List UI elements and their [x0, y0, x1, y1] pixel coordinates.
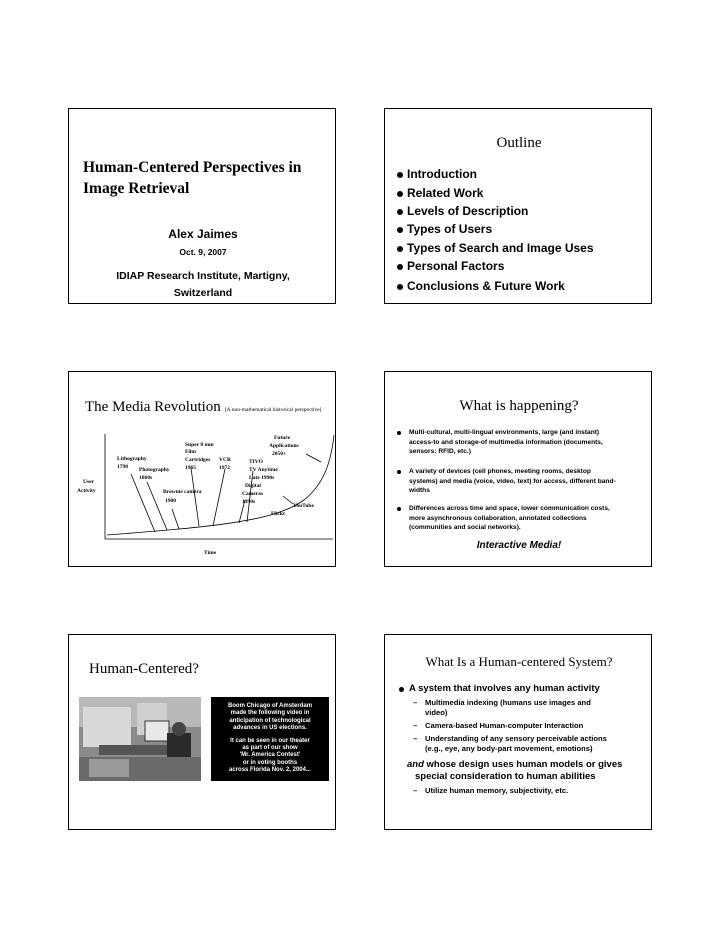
svg-text:1798: 1798 — [117, 464, 128, 470]
svg-text:1972: 1972 — [219, 465, 230, 471]
sub-item: – Utilize human memory, subjectivity, etc. — [413, 786, 569, 795]
outline-item: Types of Search and Image Uses — [397, 241, 594, 255]
author-name: Alex Jaimes — [168, 227, 238, 241]
presentation-title: Human-Centered Perspectives in Image Retrieval — [83, 159, 302, 197]
slide-human-centered — [68, 634, 336, 830]
pointer-lithography — [131, 474, 155, 532]
label-cameras: Cameras — [242, 491, 264, 497]
slide-what-is-happening — [384, 371, 652, 567]
label-tivo: TIVO — [249, 459, 263, 465]
slide-heading: Human-Centered? — [89, 661, 199, 677]
svg-text:2050+: 2050+ — [272, 451, 287, 457]
slide-heading: Outline — [496, 135, 542, 151]
highlight-text: Interactive Media! — [476, 540, 562, 551]
bullet-icon — [397, 172, 403, 178]
bullet-icon — [397, 209, 403, 215]
label-super8: Super 8 mm — [185, 442, 214, 448]
pointer-film — [191, 468, 199, 526]
bullet-icon — [399, 687, 404, 692]
slide-heading: What Is a Human-centered System? — [425, 654, 613, 669]
bullet-icon — [397, 191, 403, 197]
label-future: Future — [274, 435, 291, 441]
label-digital: Digital — [245, 483, 261, 489]
svg-text:Late 1990s: Late 1990s — [249, 475, 275, 481]
media-revolution-diagram — [69, 372, 337, 568]
svg-text:Film: Film — [185, 449, 196, 455]
outline-item: Personal Factors — [397, 259, 504, 273]
label-vcr: VCR — [219, 457, 231, 463]
bullet-icon — [397, 227, 403, 233]
outline-item: Types of Users — [397, 222, 492, 236]
label-brownie: Brownie camera — [163, 489, 202, 495]
outline-item: Levels of Description — [397, 204, 528, 218]
slide-human-centered-system — [384, 634, 652, 830]
label-lithography: Lithography — [117, 456, 147, 462]
growth-curve — [107, 435, 334, 535]
list-item: A system that involves any human activity — [399, 683, 600, 694]
slide-heading: The Media Revolution [A non-mathematical historical perspective] — [85, 399, 322, 415]
slide-subtitle: [A non-mathematical historical perspective] — [224, 407, 322, 413]
bullet-icon — [397, 470, 401, 474]
list-item: Multi-cultural, multi-lingual environments, large (and instant) access-to and storage-of multimedia information (documents, sensors: RFID, etc.) — [397, 428, 603, 457]
label-youtube: YouTube — [293, 503, 314, 509]
label-activity: Activity — [77, 488, 96, 494]
slide-title — [68, 108, 336, 304]
svg-text:1965: 1965 — [185, 465, 196, 471]
sub-item: – Camera-based Human-computer Interaction — [413, 721, 584, 730]
voting-booth-photo — [79, 697, 201, 781]
svg-text:1990s: 1990s — [242, 499, 256, 505]
slide-media-revolution — [68, 371, 336, 567]
presentation-date: Oct. 9, 2007 — [179, 247, 227, 257]
outline-item: Conclusions & Future Work — [397, 279, 565, 293]
and-statement: and whose design uses human models or gives special consideration to human abilities — [407, 759, 623, 782]
label-user: User — [83, 479, 94, 485]
slide-heading: What is happening? — [459, 398, 579, 414]
pointer-brownie — [172, 509, 179, 529]
svg-text:1860s: 1860s — [139, 475, 153, 481]
bullet-icon — [397, 264, 403, 270]
label-applications: Applications — [269, 443, 299, 449]
label-flickr: Flickr — [271, 511, 286, 517]
bullet-icon — [397, 431, 401, 435]
list-item: Differences across time and space, lower communication costs, more asynchronous collaboration, annotated collections (communities and social networks). — [397, 504, 610, 533]
bullet-icon — [397, 284, 403, 290]
pointer-vcr — [213, 469, 225, 526]
outline-item: Related Work — [397, 186, 483, 200]
list-item: A variety of devices (cell phones, meeting rooms, desktop systems) and media (voice, video, text) for access, different band- widths — [397, 467, 616, 496]
pointer-youtube — [283, 496, 293, 504]
sub-item: – Understanding of any sensory perceivable actions (e.g., eye, any body-part movement, emotions) — [413, 734, 607, 753]
slide-outline — [384, 108, 652, 304]
bullet-icon — [397, 507, 401, 511]
label-photography: Photography — [139, 467, 170, 473]
svg-text:1900: 1900 — [165, 498, 176, 504]
label-cartridges: Cartridges — [185, 457, 211, 463]
affiliation: IDIAP Research Institute, Martigny, Switzerland — [116, 270, 290, 299]
outline-item: Introduction — [397, 167, 477, 181]
bullet-icon — [397, 246, 403, 252]
label-tv-anytime: TV Anytime — [249, 467, 278, 473]
label-time: Time — [204, 550, 217, 556]
video-caption: Boom Chicago of Amsterdam made the following video in anticipation of technological advances in US elections. It can be seen in our theater as part of our show 'Mr. America Contest' or in voting booths across Florida Nov. 2, 2004... — [211, 697, 329, 781]
pointer-future — [306, 454, 321, 462]
sub-item: – Multimedia indexing (humans use images and video) — [413, 698, 591, 717]
